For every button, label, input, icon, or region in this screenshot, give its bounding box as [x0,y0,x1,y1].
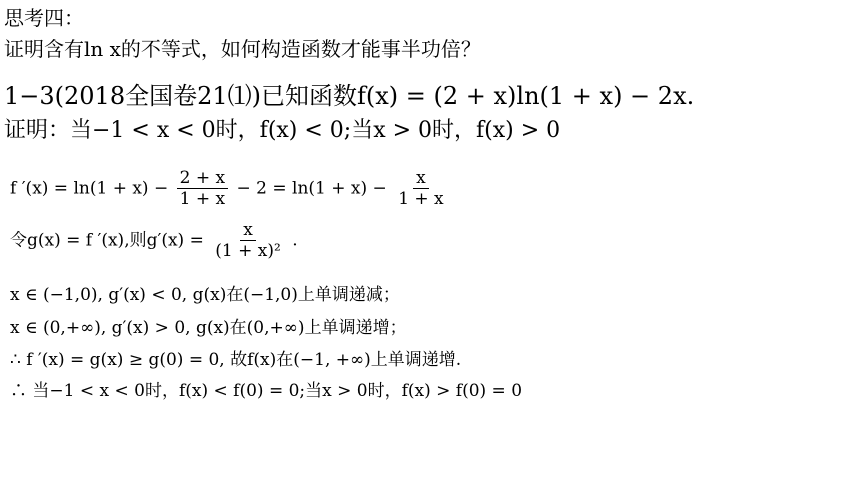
fraction-1-denominator: 1 + x [179,189,226,210]
fraction-2-numerator: x [413,168,429,189]
fraction-2-denominator: 1 + x [398,189,444,210]
heading: 思考四： [4,6,84,30]
fraction-3-denominator: (1 + x)² [215,241,281,262]
solution-line-derivative [10,168,450,210]
fraction-2 [395,168,446,210]
fraction-1-numerator: 2 + x [177,168,228,189]
solution-line-therefore-monotonic: ∴ f ′(x) = g(x) ≥ g(0) = 0, 故f(x)在(−1, +∞)上单调递增. [10,350,462,370]
define-g-end: . [292,230,298,251]
solution-line-conclusion: ∴ 当−1 < x < 0时，f(x) < f(0) = 0;当x > 0时，f(x) > f(0) = 0 [10,381,523,401]
fraction-3-numerator: x [240,220,256,241]
solution-line-define-g [10,220,298,262]
derivative-left: f ′(x) = ln(1 + x) − [10,178,169,199]
define-g-left: 令g(x) = f ′(x),则g′(x) = [10,230,204,251]
solution-line-decreasing: x ∈ (−1,0), g′(x) < 0, g(x)在(−1,0)上单调递减； [10,285,400,305]
prove-statement: 证明：当−1 < x < 0时，f(x) < 0;当x > 0时，f(x) > 0 [4,118,561,143]
fraction-3 [212,220,284,262]
problem-statement: 1−3(2018全国卷21⑴)已知函数f(x) = (2 + x)ln(1 + x) − 2x. [4,82,695,110]
fraction-1 [177,168,228,210]
derivative-middle: − 2 = ln(1 + x) − [236,178,387,199]
question-text: 证明含有ln x的不等式，如何构造函数才能事半功倍？ [4,37,481,61]
solution-line-increasing: x ∈ (0,+∞), g′(x) > 0, g(x)在(0,+∞)上单调递增； [10,318,407,338]
